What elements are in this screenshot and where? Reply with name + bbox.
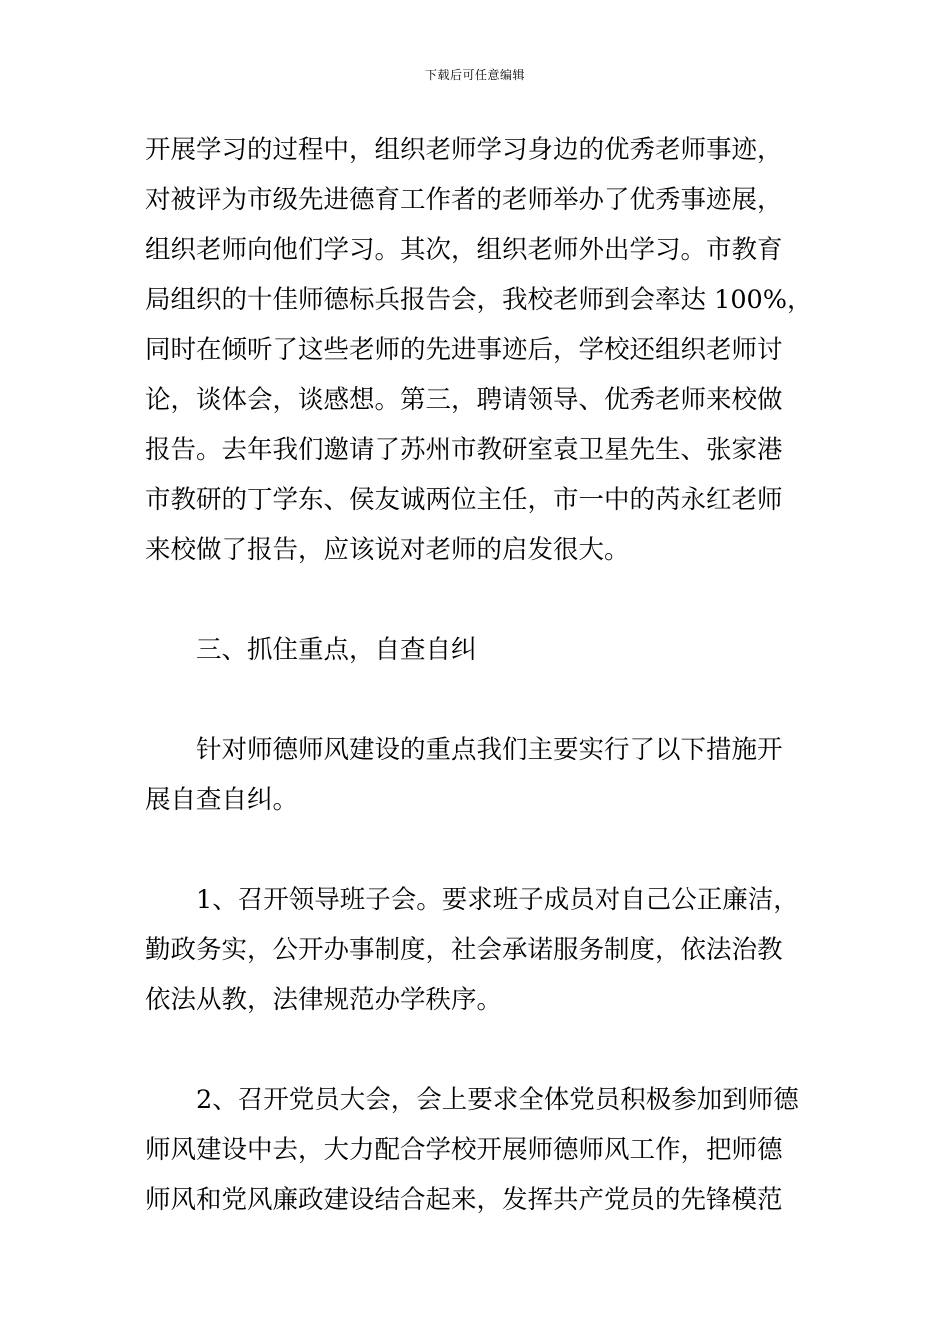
section-heading bbox=[145, 625, 810, 675]
text-line: 对被评为市级先进德育工作者的老师举办了优秀事迹展， bbox=[145, 185, 783, 215]
text-line: 开展学习的过程中，组织老师学习身边的优秀老师事迹， bbox=[145, 135, 783, 165]
list-item-leadership-meeting bbox=[145, 875, 810, 1025]
text-line: 师风建设中去，大力配合学校开展师德师风工作，把师德 bbox=[145, 1135, 783, 1165]
text-line: 来校做了报告，应该说对老师的启发很大。 bbox=[145, 535, 630, 565]
paragraph-spacer bbox=[145, 675, 810, 725]
text-line: 组织老师向他们学习。其次，组织老师外出学习。市教育 bbox=[145, 235, 783, 265]
text-line: 论，谈体会，谈感想。第三，聘请领导、优秀老师来校做 bbox=[145, 385, 783, 415]
document-body bbox=[145, 125, 813, 1225]
header-note: 下载后可任意编辑 bbox=[424, 68, 525, 82]
text-line: 2、召开党员大会，会上要求全体党员积极参加到师德 bbox=[196, 1085, 799, 1115]
text-line: 师风和党风廉政建设结合起来，发挥共产党员的先锋模范 bbox=[145, 1185, 783, 1215]
text-line: 针对师德师风建设的重点我们主要实行了以下措施开 bbox=[196, 735, 783, 765]
section-heading-text: 三、抓住重点，自查自纠 bbox=[196, 635, 477, 665]
text-line: 报告。去年我们邀请了苏州市教研室袁卫星先生、张家港 bbox=[145, 435, 783, 465]
paragraph-spacer bbox=[145, 825, 810, 875]
text-line: 局组织的十佳师德标兵报告会，我校老师到会率达 100%， bbox=[145, 285, 813, 315]
paragraph-spacer bbox=[145, 1025, 810, 1075]
text-line: 勤政务实，公开办事制度，社会承诺服务制度，依法治教 bbox=[145, 935, 783, 965]
list-item-party-meeting bbox=[145, 1075, 810, 1225]
paragraph-teacher-study bbox=[145, 125, 813, 575]
paragraph-self-check-intro bbox=[145, 725, 810, 825]
text-line: 展自查自纠。 bbox=[145, 785, 299, 815]
text-line: 市教研的丁学东、侯友诚两位主任，市一中的芮永红老师 bbox=[145, 485, 783, 515]
text-line: 同时在倾听了这些老师的先进事迹后，学校还组织老师讨 bbox=[145, 335, 783, 365]
text-line: 依法从教，法律规范办学秩序。 bbox=[145, 985, 503, 1015]
paragraph-spacer bbox=[145, 575, 810, 625]
text-line: 1、召开领导班子会。要求班子成员对自己公正廉洁， bbox=[196, 885, 799, 915]
